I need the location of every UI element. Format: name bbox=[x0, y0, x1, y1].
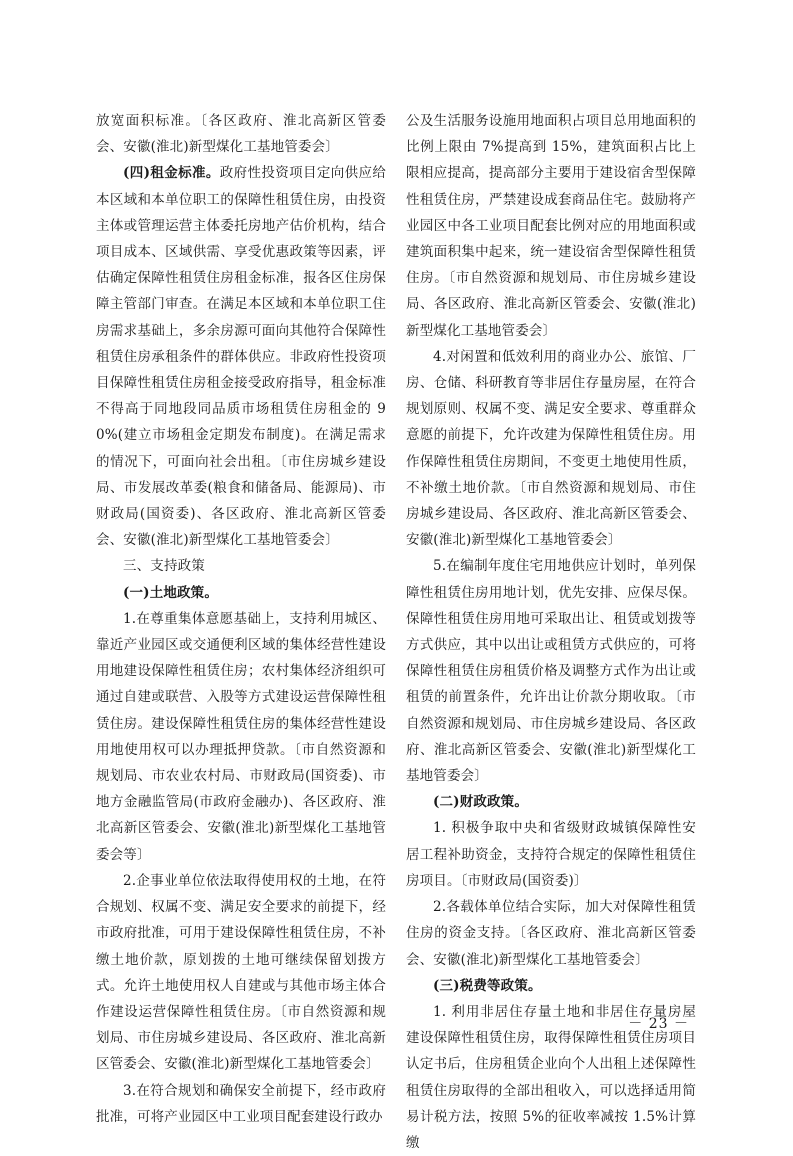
section-heading-land-policy: (一)土地政策。 bbox=[123, 584, 218, 601]
paragraph-land-3: 3.在符合规划和确保安全前提下，经市政府批准，可将产业园区中工业项目配套建设行政办 bbox=[96, 1082, 386, 1125]
paragraph-fiscal-2: 2.各载体单位结合实际，加大对保障性租赁住房的资金支持。〔各区政府、淮北高新区管委会、安徽(淮北)新型煤化工基地管委会〕 bbox=[406, 899, 696, 968]
paragraph-land-1: 1.在尊重集体意愿基础上，支持利用城区、靠近产业园区或交通便利区域的集体经营性建设用地建设保障性租赁住房；农村集体经济组织可通过自建或联营、入股等方式建设运营保障性租赁住房。建设保障性租赁住房的集体经营性建设用地使用权可以办理抵押贷款。〔市自然资源和规划局、市农业农村局、市财政局(国资委)、市地方金融监管局(市政府金融办)、各区政府、淮北高新区管委会、安徽(淮北)新型煤化工基地管委会等〕 bbox=[96, 610, 386, 863]
paragraph-1: 放宽面积标准。〔各区政府、淮北高新区管委会、安徽(淮北)新型煤化工基地管委会〕 bbox=[96, 113, 386, 156]
paragraph-land-5: 5.在编制年度住宅用地供应计划时，单列保障性租赁住房用地计划，优先安排、应保尽保。保障性租赁住房用地可采取出让、租赁或划拨等方式供应，其中以出让或租赁方式供应的，可将保障性租赁住房租赁价格及调整方式作为出让或租赁的前置条件，允许出让价款分期收取。〔市自然资源和规划局、市住房城乡建设局、各区政府、淮北高新区管委会、安徽(淮北)新型煤化工基地管委会〕 bbox=[406, 558, 696, 785]
paragraph-rent-standard bbox=[96, 160, 386, 553]
section-heading-fiscal-policy: (二)财政政策。 bbox=[433, 794, 528, 811]
section-heading-rent-standard: (四)租金标准。 bbox=[123, 165, 220, 182]
paragraph-tax-1: 1. 利用非居住存量土地和非居住存量房屋建设保障性租赁住房，取得保障性租赁住房项目认定书后，住房租赁企业向个人出租上述保障性租赁住房取得的全部出租收入，可以选择适用简易计税方法，按照 5%的征收率减按 1.5%计算缴 bbox=[406, 1003, 696, 1151]
paragraph-land-3-cont: 公及生活服务设施用地面积占项目总用地面积的比例上限由 7%提高到 15%，建筑面积占比上限相应提高，提高部分主要用于建设宿舍型保障性租赁住房，严禁建设成套商品住宅。鼓励将产业园区中各工业项目配套比例对应的用地面积或建筑面积集中起来，统一建设宿舍型保障性租赁住房。〔市自然资源和规划局、市住房城乡建设局、各区政府、淮北高新区管委会、安徽(淮北)新型煤化工基地管委会〕 bbox=[406, 113, 696, 339]
paragraph-rent-standard-text: 政府性投资项目定向供应给本区域和本单位职工的保障性租赁住房，由投资主体或管理运营主体委托房地产估价机构，结合项目成本、区域供需、享受优惠政策等因素，评估确定保障性租赁住房租金标准，报各区住房保障主管部门审查。在满足本区域和本单位职工住房需求基础上，多余房源可面向其他符合保障性租赁住房承租条件的群体供应。非政府性投资项目保障性租赁住房租金接受政府指导，租金标准不得高于同地段同品质市场租赁住房租金的 90%(建立市场租金定期发布制度)。在满足需求的情况下，可面向社会出租。〔市住房城乡建设局、市发展改革委(粮食和储备局、能源局)、市财政局(国资委)、各区政府、淮北高新区管委会、安徽(淮北)新型煤化工基地管委会〕 bbox=[96, 165, 386, 549]
section-heading-tax-policy: (三)税费等政策。 bbox=[433, 977, 542, 994]
left-column bbox=[96, 108, 386, 1130]
page-number: － 23 － bbox=[628, 1016, 689, 1032]
right-column bbox=[406, 108, 696, 1156]
paragraph-fiscal-1: 1. 积极争取中央和省级财政城镇保障性安居工程补助资金，支持符合规定的保障性租赁住房项目。〔市财政局(国资委)〕 bbox=[406, 820, 696, 889]
paragraph-land-2: 2.企事业单位依法取得使用权的土地，在符合规划、权属不变、满足安全要求的前提下，经市政府批准，可用于建设保障性租赁住房，不补缴土地价款，原划拨的土地可继续保留划拨方式。允许土地使用权人自建或与其他市场主体合作建设运营保障性租赁住房。〔市自然资源和规划局、市住房城乡建设局、各区政府、淮北高新区管委会、安徽(淮北)新型煤化工基地管委会〕 bbox=[96, 872, 386, 1073]
section-heading-support-policy: 三、支持政策 bbox=[123, 558, 205, 575]
paragraph-land-4: 4.对闲置和低效利用的商业办公、旅馆、厂房、仓储、科研教育等非居住存量房屋，在符合规划原则、权属不变、满足安全要求、尊重群众意愿的前提下，允许改建为保障性租赁住房。用作保障性租赁住房期间，不变更土地使用性质，不补缴土地价款。〔市自然资源和规划局、市住房城乡建设局、各区政府、淮北高新区管委会、安徽(淮北)新型煤化工基地管委会〕 bbox=[406, 348, 696, 549]
